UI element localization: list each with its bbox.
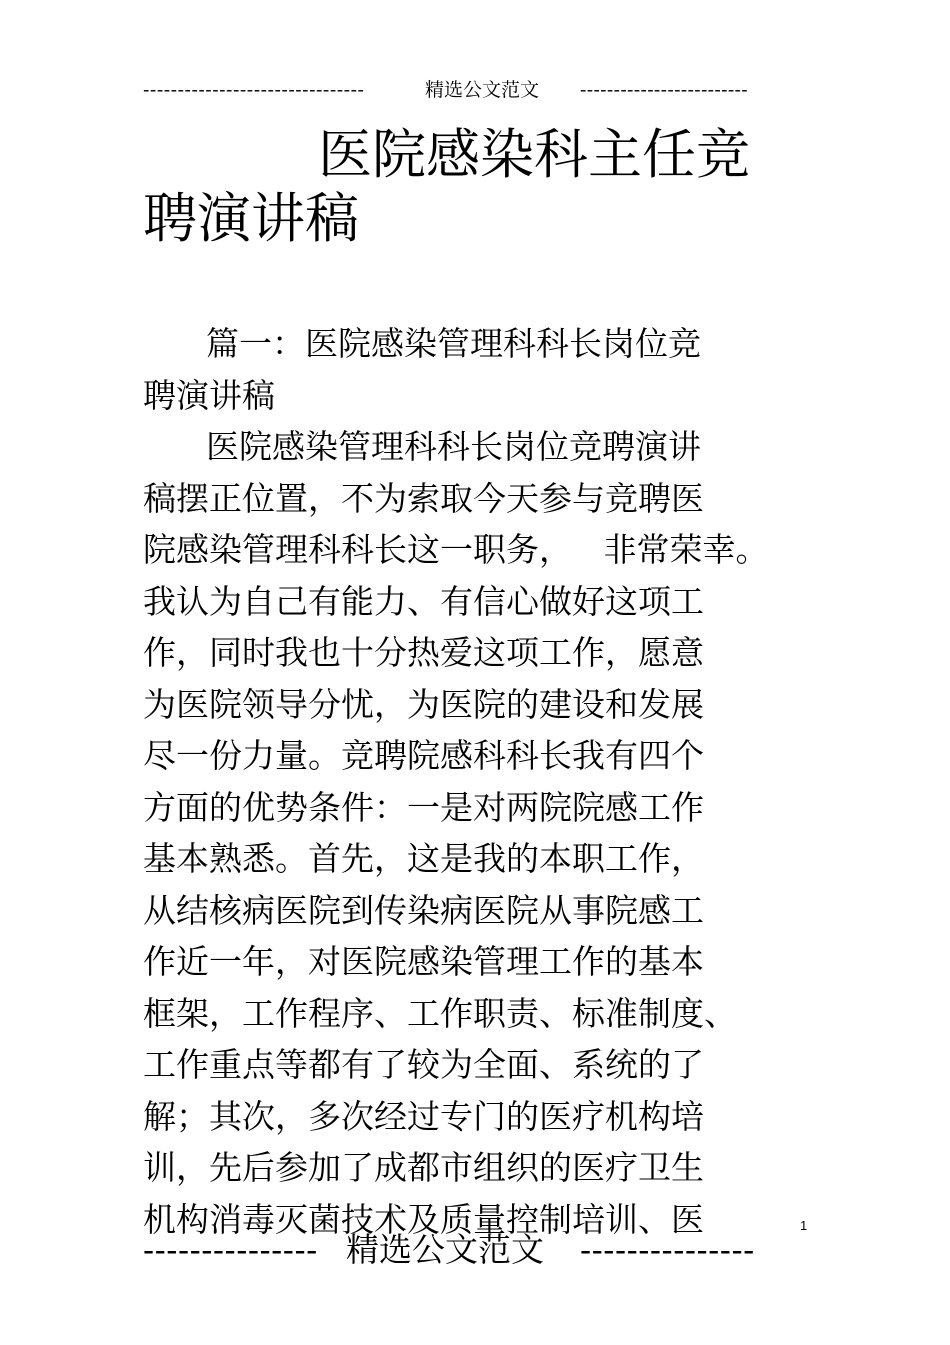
page-header <box>143 76 775 104</box>
footer-label: 精选公文范文 <box>346 1230 544 1269</box>
body-text <box>143 318 823 1245</box>
body-line: 稿摆正位置，不为索取今天参与竞聘医 <box>143 478 704 518</box>
body-line: 院感染管理科科长这一职务， 非常荣幸。 <box>143 530 769 569</box>
body-line: 从结核病医院到传染病医院从事院感工 <box>143 890 704 930</box>
document-title <box>143 123 783 250</box>
body-line: 篇一：医院感染管理科科长岗位竞 <box>143 324 701 363</box>
body-line: 医院感染管理科科长岗位竞聘演讲 <box>143 427 701 466</box>
footer-dashes-right: --------------- <box>580 1230 755 1269</box>
body-line: 方面的优势条件：一是对两院院感工作 <box>143 787 704 827</box>
body-line: 聘演讲稿 <box>143 375 275 415</box>
footer-dashes-left: --------------- <box>143 1230 318 1269</box>
body-line: 我认为自己有能力、有信心做好这项工 <box>143 581 704 621</box>
page-footer <box>143 1228 773 1272</box>
body-line: 为医院领导分忧，为医院的建设和发展 <box>143 684 704 724</box>
header-dashes-right: ------------------------- <box>580 79 748 101</box>
body-line: 工作重点等都有了较为全面、系统的了 <box>143 1045 704 1084</box>
body-line: 作近一年，对医院感染管理工作的基本 <box>143 942 704 981</box>
body-line: 训，先后参加了成都市组织的医疗卫生 <box>143 1148 704 1187</box>
body-line: 尽一份力量。竞聘院感科科长我有四个 <box>143 736 704 775</box>
title-line-2: 聘演讲稿 <box>143 187 359 250</box>
page-number: 1 <box>800 1218 808 1233</box>
body-line: 作，同时我也十分热爱这项工作，愿意 <box>143 633 704 672</box>
body-line: 框架，工作程序、工作职责、标准制度、 <box>143 993 737 1033</box>
body-line: 基本熟悉。首先，这是我的本职工作， <box>143 839 704 878</box>
body-line: 机构消毒灭菌技术及质量控制培训、医 <box>143 1199 704 1239</box>
title-line-1: 医院感染科主任竞 <box>318 123 750 186</box>
body-line: 解；其次，多次经过专门的医疗机构培 <box>143 1096 704 1136</box>
header-label: 精选公文范文 <box>425 79 540 101</box>
header-dashes-left: -------------------------------- <box>143 79 365 101</box>
